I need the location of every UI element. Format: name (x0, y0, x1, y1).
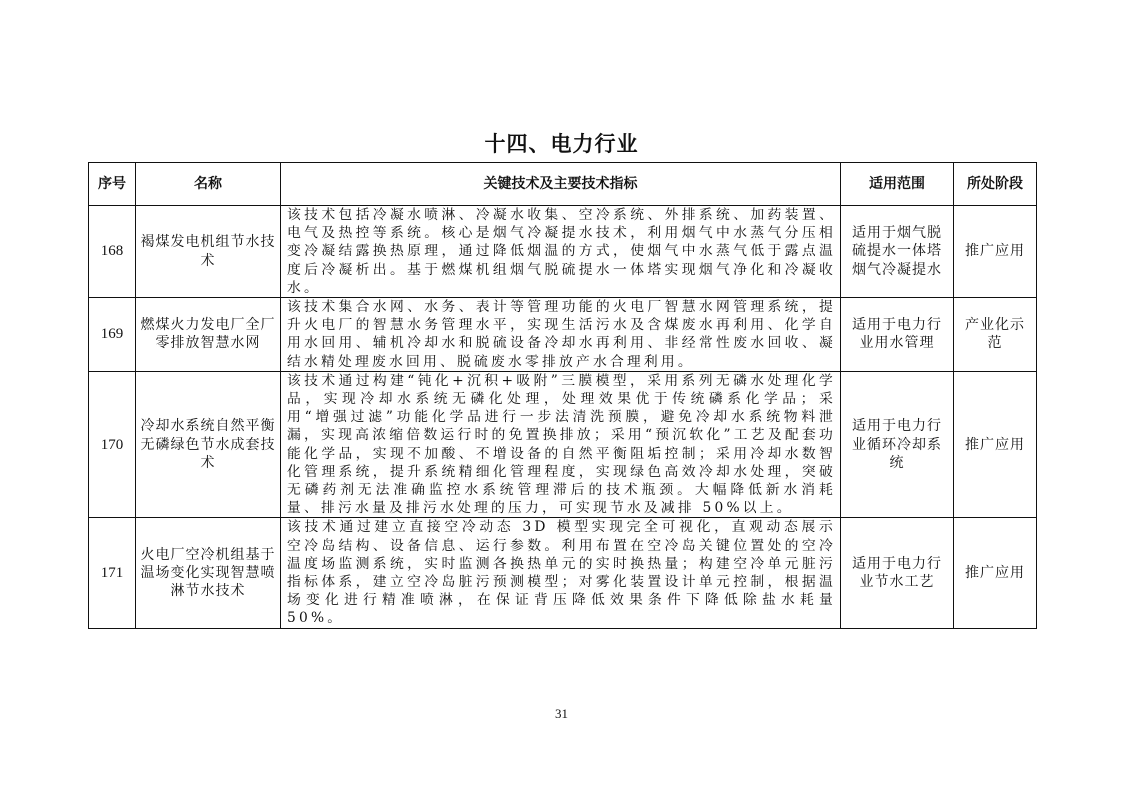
row-scope: 适用于电力行业循环冷却系统 (841, 371, 954, 518)
row-name: 褐煤发电机组节水技术 (136, 206, 281, 298)
row-scope: 适用于电力行业节水工艺 (841, 518, 954, 628)
row-scope: 适用于烟气脱硫提水一体塔烟气冷凝提水 (841, 206, 954, 298)
row-no: 171 (89, 518, 136, 628)
row-name: 火电厂空冷机组基于温场变化实现智慧喷淋节水技术 (136, 518, 281, 628)
row-name: 燃煤火力发电厂全厂零排放智慧水网 (136, 298, 281, 372)
row-no: 168 (89, 206, 136, 298)
row-desc: 该技术通过建立直接空冷动态 3D 模型实现完全可视化，直观动态展示空冷岛结构、设备信息、运行参数。利用布置在空冷岛关键位置处的空冷温度场监测系统，实时监测各换热单元的实时换热量；构建空冷单元脏污指标体系，建立空冷岛脏污预测模型；对雾化装置设计单元控制，根据温场变化进行精准喷淋，在保证背压降低效果条件下降低除盐水耗量 50%。 (281, 518, 841, 628)
table-header-row (89, 163, 1037, 206)
table-row (89, 371, 1037, 518)
section-title: 十四、电力行业 (484, 132, 639, 156)
row-stage: 推广应用 (954, 206, 1037, 298)
header-no: 序号 (89, 163, 136, 206)
row-no: 170 (89, 371, 136, 518)
row-name: 冷却水系统自然平衡无磷绿色节水成套技术 (136, 371, 281, 518)
table-row (89, 206, 1037, 298)
page-number: 31 (555, 706, 568, 721)
technology-table (88, 162, 1037, 629)
row-desc: 该技术通过构建“钝化+沉积+吸附”三膜模型，采用系列无磷水处理化学品，实现冷却水系统无磷化处理，处理效果优于传统磷系化学品；采用“增强过滤”功能化学品进行一步法清洗预膜，避免冷却水系统物料泄漏，实现高浓缩倍数运行时的免置换排放；采用“预沉软化”工艺及配套功能化学品，实现不加酸、不增设备的自然平衡阻垢控制；采用冷却水数智化管理系统，提升系统精细化管理程度，实现绿色高效冷却水处理，突破无磷药剂无法准确监控水系统管理滞后的技术瓶颈。大幅降低新水消耗量、排污水量及排污水处理的压力，可实现节水及减排 50%以上。 (281, 371, 841, 518)
row-desc: 该技术包括冷凝水喷淋、冷凝水收集、空冷系统、外排系统、加药装置、电气及热控等系统。核心是烟气冷凝提水技术，利用烟气中水蒸气分压相变冷凝结露换热原理，通过降低烟温的方式，使烟气中水蒸气低于露点温度后冷凝析出。基于燃煤机组烟气脱硫提水一体塔实现烟气净化和冷凝收水。 (281, 206, 841, 298)
header-scope: 适用范围 (841, 163, 954, 206)
row-stage: 推广应用 (954, 518, 1037, 628)
row-desc: 该技术集合水网、水务、表计等管理功能的火电厂智慧水网管理系统，提升火电厂的智慧水务管理水平，实现生活污水及含煤废水再利用、化学自用水回用、辅机冷却水和脱硫设备冷却水再利用、非经常性废水回收、凝结水精处理废水回用、脱硫废水零排放产水合理利用。 (281, 298, 841, 372)
row-stage: 产业化示范 (954, 298, 1037, 372)
row-scope: 适用于电力行业用水管理 (841, 298, 954, 372)
row-stage: 推广应用 (954, 371, 1037, 518)
header-key-tech: 关键技术及主要技术指标 (281, 163, 841, 206)
header-name: 名称 (136, 163, 281, 206)
row-no: 169 (89, 298, 136, 372)
header-stage: 所处阶段 (954, 163, 1037, 206)
table-row (89, 518, 1037, 628)
table-row (89, 298, 1037, 372)
